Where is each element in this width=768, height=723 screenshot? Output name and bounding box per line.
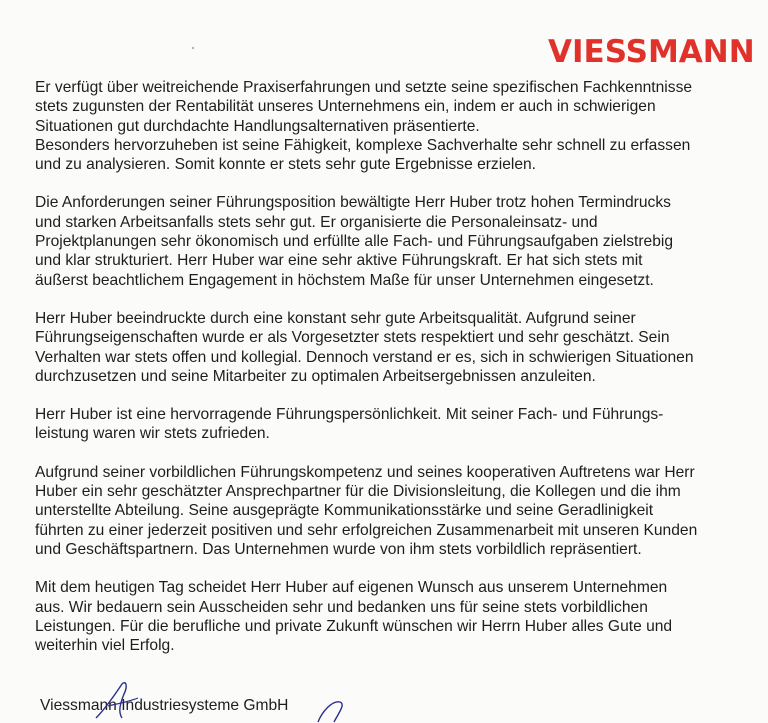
viessmann-logo — [548, 34, 755, 70]
paragraph-4 — [35, 405, 740, 444]
text-line: leistung waren wir stets zufrieden. — [35, 425, 270, 443]
paragraph-2 — [35, 193, 740, 289]
paragraph-6 — [35, 578, 740, 655]
text-line: und klar strukturiert. Herr Huber war eine sehr aktive Führungskraft. Er hat sich stets mit — [35, 252, 643, 270]
text-line: führten zu einer jederzeit positiven und sehr erfolgreichen Zusammenarbeit mit unseren Kunden — [35, 521, 698, 539]
logo-text: VIESSMANN — [548, 34, 755, 70]
text-line: Die Anforderungen seiner Führungsposition bewältigte Herr Huber trotz hohen Termindrucks — [35, 194, 671, 212]
text-line: durchzusetzen und seine Mitarbeiter zu optimalen Arbeitsergebnissen anzuleiten. — [35, 367, 596, 385]
text-line: Mit dem heutigen Tag scheidet Herr Huber auf eigenen Wunsch aus unserem Unternehmen — [35, 579, 668, 597]
text-line: Verhalten war stets offen und kollegial. Dennoch verstand er es, sich in schwierigen Situationen — [35, 348, 694, 366]
text-line: und zu analysieren. Somit konnte er stets sehr gute Ergebnisse erzielen. — [35, 156, 537, 174]
text-line: Besonders hervorzuheben ist seine Fähigkeit, komplexe Sachverhalte sehr schnell zu erfassen — [35, 136, 691, 154]
signature-right — [312, 698, 352, 723]
text-line: Huber ein sehr geschätzter Ansprechpartner für die Divisionsleitung, die Kollegen und die ihm — [35, 483, 681, 501]
paragraph-3 — [35, 309, 740, 386]
text-line: unterstellte Abteilung. Seine ausgeprägte Kommunikationsstärke und seine Geradlinigkeit — [35, 502, 654, 520]
paragraph-1 — [35, 78, 740, 174]
text-line: Situationen gut durchdachte Handlungsalternativen präsentierte. — [35, 117, 480, 135]
text-line: Herr Huber beeindruckte durch eine konstant sehr gute Arbeitsqualität. Aufgrund seiner — [35, 309, 636, 327]
text-line: weiterhin viel Erfolg. — [35, 637, 175, 655]
text-line: äußerst beachtlichem Engagement in höchstem Maße für unser Unternehmen eingesetzt. — [35, 271, 654, 289]
text-line: Er verfügt über weitreichende Praxiserfahrungen und setzte seine spezifischen Fachkenntnisse — [35, 79, 693, 96]
scan-speck — [192, 47, 194, 49]
letter-body — [35, 78, 740, 674]
text-line: Führungseigenschaften wurde er als Vorgesetzter stets respektiert und sehr geschätzt. Sein — [35, 329, 670, 347]
text-line: und Geschäftspartnern. Das Unternehmen wurde von ihm stets vorbildlich repräsentiert. — [35, 540, 642, 558]
company-name: Viessmann Industriesysteme GmbH — [40, 697, 289, 714]
text-line: Herr Huber ist eine hervorragende Führungspersönlichkeit. Mit seiner Fach- und Führungs- — [35, 406, 664, 424]
text-line: aus. Wir bedauern sein Ausscheiden sehr und bedanken uns für seine stets vorbildlichen — [35, 598, 648, 616]
text-line: stets zugunsten der Rentabilität unseres Unternehmens ein, indem er auch in schwierigen — [35, 98, 656, 116]
text-line: Projektplanungen sehr ökonomisch und erfüllte alle Fach- und Führungsaufgaben zielstrebig — [35, 233, 674, 251]
text-line: und starken Arbeitsanfalls stets sehr gut. Er organisierte die Personaleinsatz- und — [35, 213, 598, 231]
text-line: Leistungen. Für die berufliche und private Zukunft wünschen wir Herrn Huber alles Gute und — [35, 617, 673, 635]
paragraph-5 — [35, 463, 740, 559]
text-line: Aufgrund seiner vorbildlichen Führungskompetenz und seines kooperativen Auftretens war Herr — [35, 463, 695, 481]
